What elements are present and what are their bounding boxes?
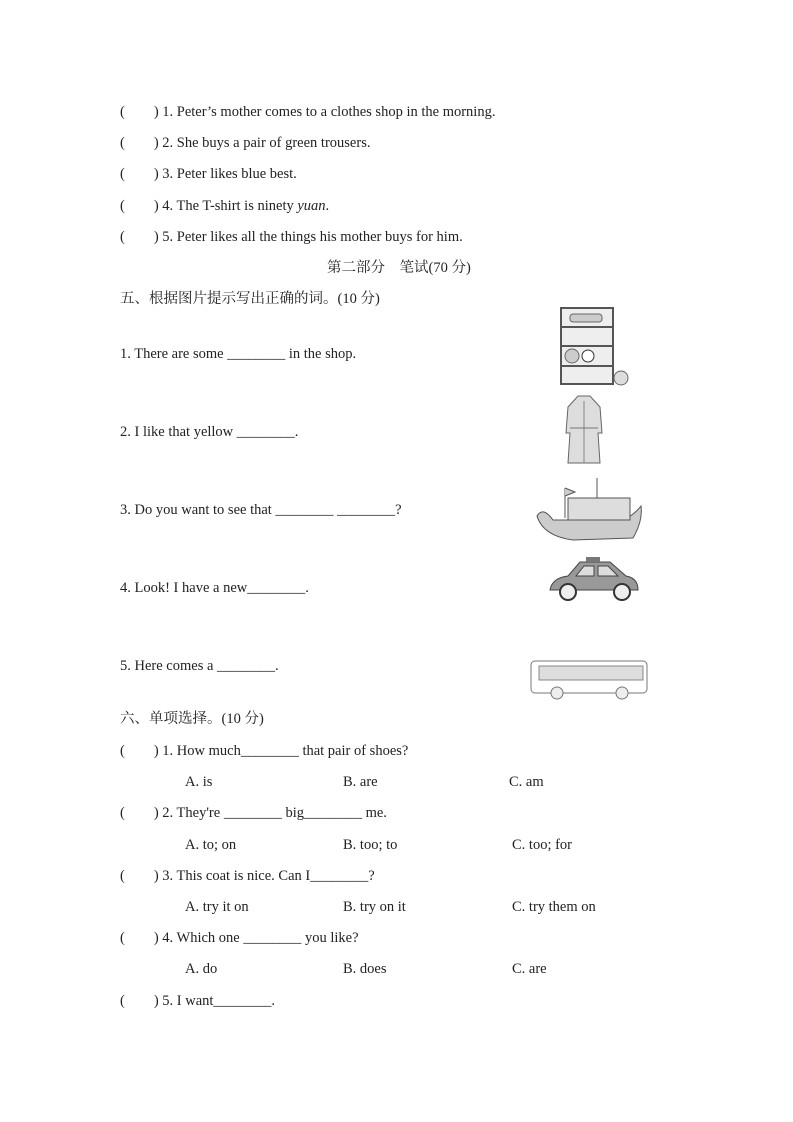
mc-option-b: B. are	[343, 774, 378, 790]
mc-option-a: A. is	[185, 774, 213, 790]
mc-question-2: ( ) 2. They're ________ big________ me.	[120, 805, 387, 821]
mc-option-a: A. try it on	[185, 899, 249, 915]
s5-item-3: 3. Do you want to see that ________ ________?	[120, 502, 402, 518]
mc-option-a: A. do	[185, 961, 218, 977]
mc-option-a: A. to; on	[185, 837, 237, 853]
s5-item-5: 5. Here comes a ________.	[120, 658, 279, 674]
section5-title: 五、根据图片提示写出正确的词。(10 分)	[120, 291, 380, 307]
tf-question-3: ( ) 3. Peter likes blue best.	[120, 166, 297, 182]
mc-option-c: C. am	[509, 774, 544, 790]
bus-icon	[527, 655, 651, 701]
mc-question-4: ( ) 4. Which one ________ you like?	[120, 930, 359, 946]
tf-text: ( ) 4. The T-shirt is ninety	[120, 198, 298, 214]
s5-item-1: 1. There are some ________ in the shop.	[120, 346, 357, 362]
tf-text: .	[325, 198, 330, 214]
mc-option-b: B. try on it	[343, 899, 406, 915]
tf-italic: yuan	[297, 198, 326, 214]
s5-item-2: 2. I like that yellow ________.	[120, 424, 299, 440]
tf-question-5: ( ) 5. Peter likes all the things his mother buys for him.	[120, 229, 463, 245]
ship-icon	[533, 476, 648, 542]
mc-option-c: C. are	[512, 961, 547, 977]
taxi-icon	[546, 556, 642, 602]
tf-question-1: ( ) 1. Peter’s mother comes to a clothes shop in the morning.	[120, 104, 496, 120]
tf-question-2: ( ) 2. She buys a pair of green trousers.	[120, 135, 371, 151]
mc-option-c: C. try them on	[512, 899, 596, 915]
part2-title: 第二部分 笔试(70 分)	[327, 260, 471, 276]
mc-option-b: B. does	[343, 961, 387, 977]
coat-icon	[562, 393, 606, 465]
tf-question-4	[120, 197, 329, 215]
s5-item-4: 4. Look! I have a new________.	[120, 580, 309, 596]
mc-question-1: ( ) 1. How much________ that pair of shoes?	[120, 743, 409, 759]
mc-option-b: B. too; to	[343, 837, 398, 853]
mc-option-c: C. too; for	[512, 837, 573, 853]
toy-shelf-icon	[558, 306, 630, 390]
mc-question-5: ( ) 5. I want________.	[120, 993, 276, 1009]
mc-question-3: ( ) 3. This coat is nice. Can I________?	[120, 868, 375, 884]
section6-title: 六、单项选择。(10 分)	[120, 711, 264, 727]
